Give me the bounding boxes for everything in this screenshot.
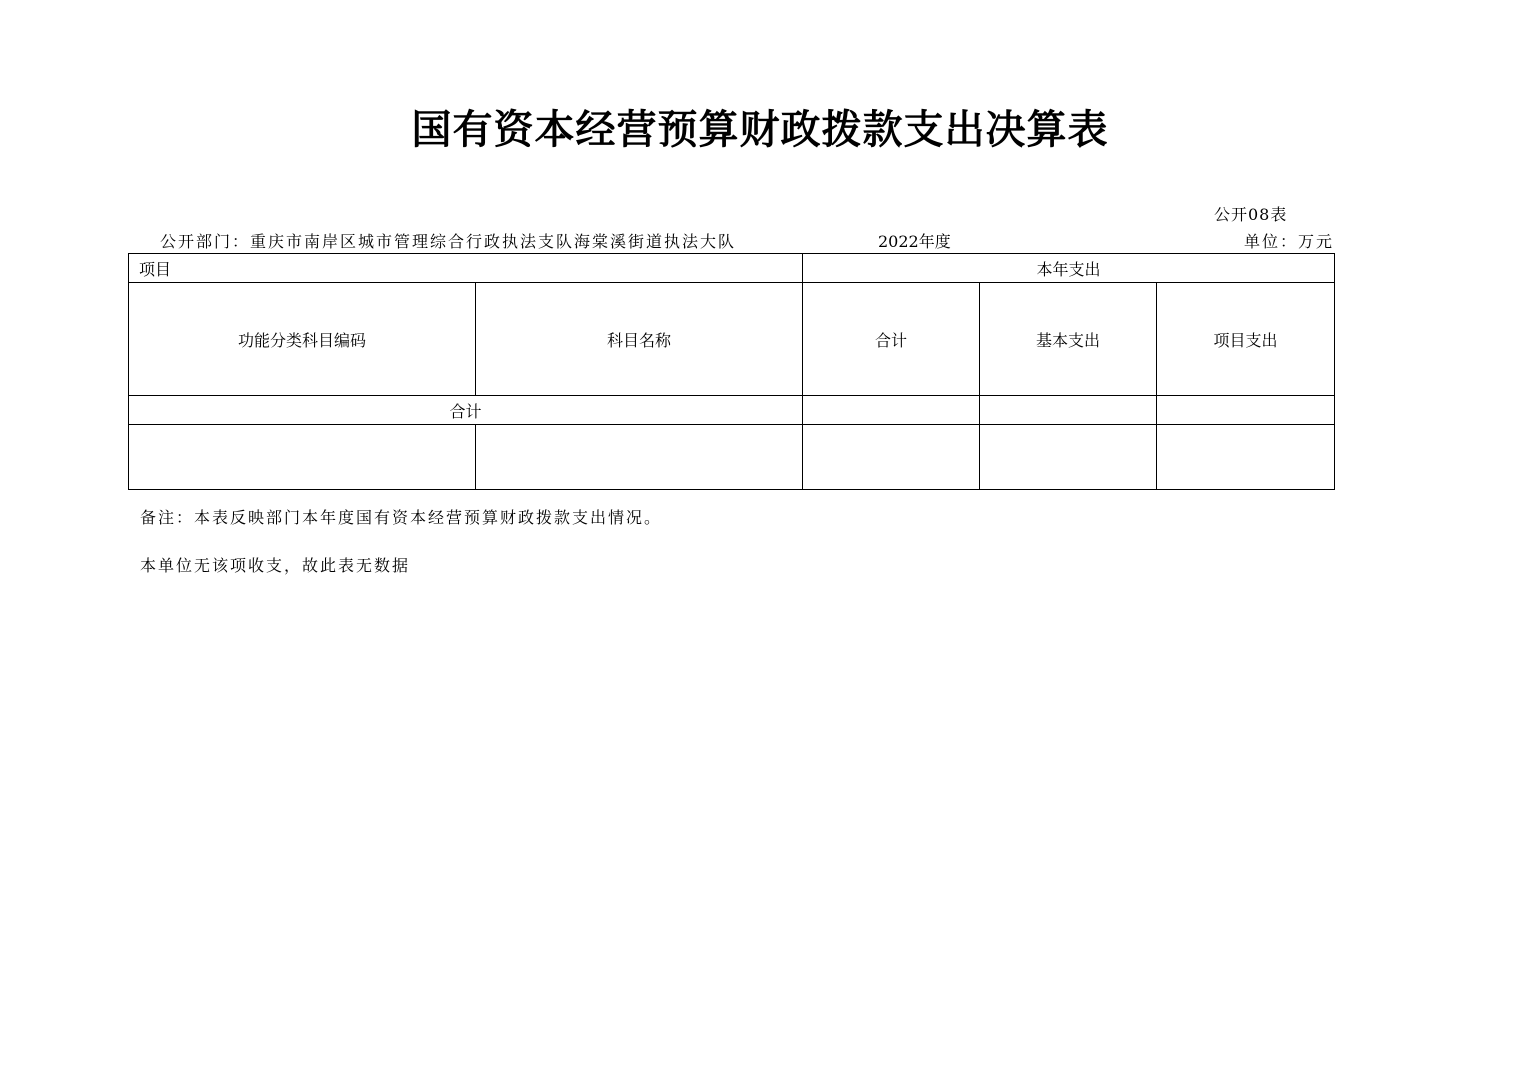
column-header-row (129, 283, 1335, 396)
table-number: 公开08表 (1214, 205, 1288, 224)
column-header-project: 项目支出 (1157, 283, 1335, 396)
remark-note: 备注：本表反映部门本年度国有资本经营预算财政拨款支出情况。 (140, 508, 663, 527)
table-cell (129, 425, 476, 490)
table-header-row (129, 254, 1335, 283)
expenditure-table (128, 253, 1335, 490)
page-title: 国有资本经营预算财政拨款支出决算表 (411, 106, 1109, 153)
no-data-note: 本单位无该项收支，故此表无数据 (140, 556, 411, 575)
fiscal-year: 2022年度 (878, 232, 951, 251)
column-header-total: 合计 (803, 283, 980, 396)
column-header-name: 科目名称 (476, 283, 803, 396)
total-row-project (1157, 396, 1335, 425)
total-row-total (803, 396, 980, 425)
department-label: 公开部门：重庆市南岸区城市管理综合行政执法支队海棠溪街道执法大队 (160, 232, 737, 251)
header-item: 项目 (129, 254, 803, 283)
total-row (129, 396, 1335, 425)
column-header-code: 功能分类科目编码 (129, 283, 476, 396)
table-cell (803, 425, 980, 490)
column-header-basic: 基本支出 (980, 283, 1157, 396)
header-current-year: 本年支出 (803, 254, 1335, 283)
total-row-label: 合计 (129, 396, 803, 425)
currency-unit: 单位：万元 (1244, 232, 1335, 251)
table-row (129, 425, 1335, 490)
table-cell (476, 425, 803, 490)
table-cell (980, 425, 1157, 490)
total-row-basic (980, 396, 1157, 425)
table-cell (1157, 425, 1335, 490)
